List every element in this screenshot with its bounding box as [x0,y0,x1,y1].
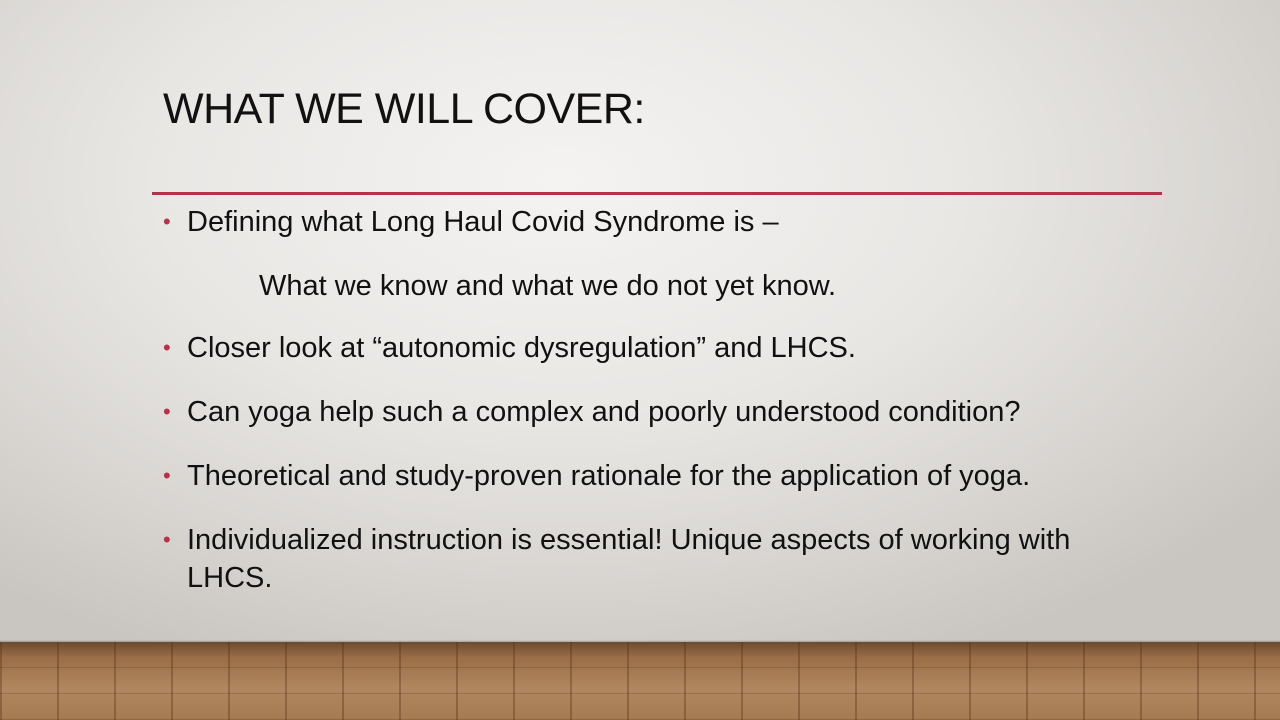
bullet-text: Closer look at “autonomic dysregulation” and LHCS. [187,332,856,364]
bullet-icon: • [163,463,171,488]
slide-title: WHAT WE WILL COVER: [163,85,645,133]
title-divider [152,192,1162,195]
bullet-item [163,457,1163,495]
bullet-text: Theoretical and study-proven rationale for the application of yoga. [187,460,1031,492]
sub-item [163,267,1163,305]
bullet-text: Individualized instruction is essential! Unique aspects of working with LHCS. [187,524,1071,594]
bullet-icon: • [163,527,171,552]
bullet-icon: • [163,209,171,234]
bullet-list [163,203,1163,623]
bullet-text: Defining what Long Haul Covid Syndrome is – [187,206,779,238]
bullet-icon: • [163,399,171,424]
bullet-item [163,329,1163,367]
bullet-icon: • [163,335,171,360]
bullet-item [163,203,1163,241]
bullet-item [163,521,1163,597]
bullet-item [163,393,1163,431]
sub-item-text: What we know and what we do not yet know. [259,270,837,302]
wood-floor-decoration [0,642,1280,720]
bullet-text: Can yoga help such a complex and poorly understood condition? [187,396,1021,428]
